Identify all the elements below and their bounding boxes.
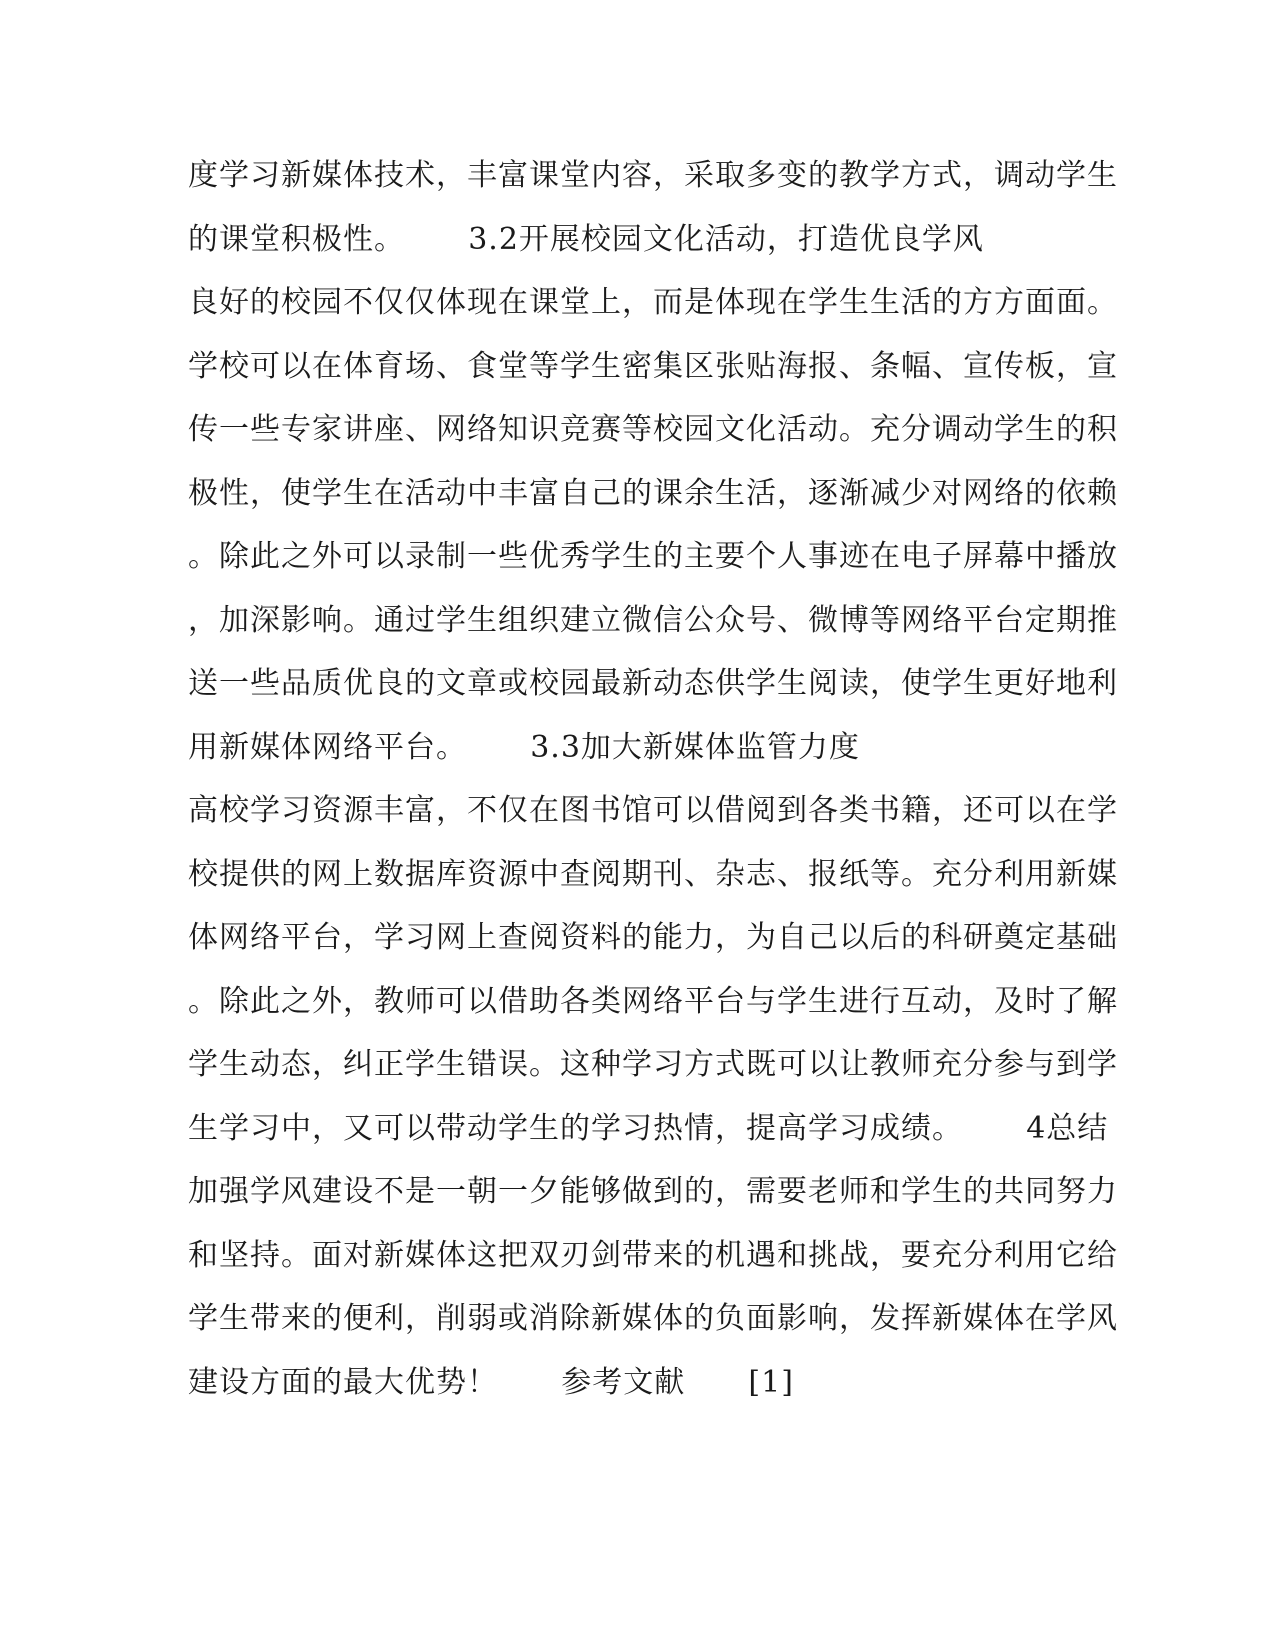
- text-line: 用新媒体网络平台。 3.3加大新媒体监管力度: [188, 730, 860, 765]
- text-line: 。除此之外可以录制一些优秀学生的主要个人事迹在电子屏幕中播放: [188, 539, 1118, 574]
- text-line: 加强学风建设不是一朝一夕能够做到的，需要老师和学生的共同努力: [188, 1174, 1118, 1209]
- text-line: 建设方面的最大优势！ 参考文献 [1]: [188, 1365, 794, 1400]
- text-line: 校提供的网上数据库资源中查阅期刊、杂志、报纸等。充分利用新媒: [188, 857, 1118, 892]
- text-line: ，加深影响。通过学生组织建立微信公众号、微博等网络平台定期推: [188, 603, 1118, 638]
- text-line: 传一些专家讲座、网络知识竞赛等校园文化活动。充分调动学生的积: [188, 412, 1118, 447]
- text-line: 送一些品质优良的文章或校园最新动态供学生阅读，使学生更好地利: [188, 666, 1118, 701]
- text-line: 和坚持。面对新媒体这把双刃剑带来的机遇和挑战，要充分利用它给: [188, 1238, 1118, 1273]
- text-line: 学生动态，纠正学生错误。这种学习方式既可以让教师充分参与到学: [188, 1047, 1118, 1082]
- text-line: 体网络平台，学习网上查阅资料的能力，为自己以后的科研奠定基础: [188, 920, 1118, 955]
- text-line: 。除此之外，教师可以借助各类网络平台与学生进行互动，及时了解: [188, 984, 1118, 1019]
- text-line: 高校学习资源丰富，不仅在图书馆可以借阅到各类书籍，还可以在学: [188, 793, 1118, 828]
- text-line: 良好的校园不仅仅体现在课堂上，而是体现在学生生活的方方面面。: [188, 285, 1118, 320]
- text-line: 学生带来的便利，削弱或消除新媒体的负面影响，发挥新媒体在学风: [188, 1301, 1118, 1336]
- text-line: 学校可以在体育场、食堂等学生密集区张贴海报、条幅、宣传板，宣: [188, 349, 1118, 384]
- text-line: 度学习新媒体技术，丰富课堂内容，采取多变的教学方式，调动学生: [188, 158, 1118, 193]
- text-line: 的课堂积极性。 3.2开展校园文化活动，打造优良学风: [188, 222, 984, 257]
- text-line: 极性，使学生在活动中丰富自己的课余生活，逐渐减少对网络的依赖: [188, 476, 1118, 511]
- text-line: 生学习中，又可以带动学生的学习热情，提高学习成绩。 4总结: [188, 1111, 1109, 1146]
